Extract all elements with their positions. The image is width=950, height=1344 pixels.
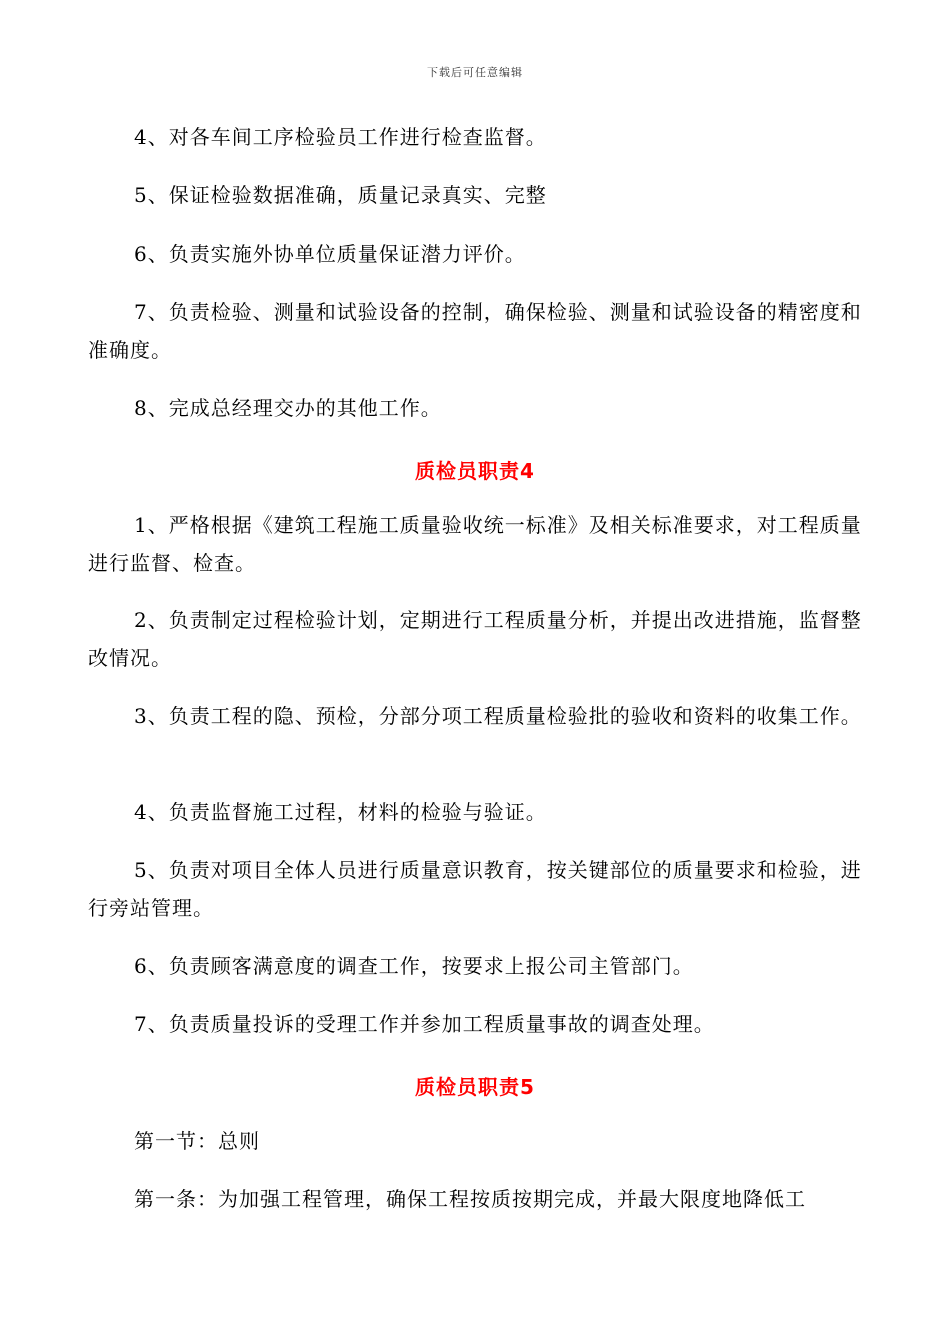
paragraph: 5、负责对项目全体人员进行质量意识教育，按关键部位的质量要求和检验，进行旁站管理。 <box>88 858 862 920</box>
paragraph: 3、负责工程的隐、预检，分部分项工程质量检验批的验收和资料的收集工作。 <box>134 704 862 728</box>
paragraph: 第一节：总则 <box>134 1129 260 1153</box>
paragraph: 4、对各车间工序检验员工作进行检查监督。 <box>134 125 547 149</box>
paragraph: 5、保证检验数据准确，质量记录真实、完整 <box>134 183 547 207</box>
paragraph: 6、负责实施外协单位质量保证潜力评价。 <box>134 242 526 266</box>
page-header: 下载后可任意编辑 <box>427 66 523 79</box>
paragraph: 8、完成总经理交办的其他工作。 <box>134 396 442 420</box>
paragraph: 6、负责顾客满意度的调查工作，按要求上报公司主管部门。 <box>134 954 694 978</box>
paragraph: 第一条：为加强工程管理，确保工程按质按期完成，并最大限度地降低工 <box>134 1187 806 1211</box>
paragraph: 7、负责质量投诉的受理工作并参加工程质量事故的调查处理。 <box>134 1012 715 1036</box>
paragraph: 4、负责监督施工过程，材料的检验与验证。 <box>134 800 547 824</box>
paragraph: 2、负责制定过程检验计划，定期进行工程质量分析，并提出改进措施，监督整改情况。 <box>88 608 862 670</box>
paragraph: 1、严格根据《建筑工程施工质量验收统一标准》及相关标准要求，对工程质量进行监督、检查。 <box>88 513 862 575</box>
section-heading: 质检员职责4 <box>415 459 535 483</box>
paragraph: 7、负责检验、测量和试验设备的控制，确保检验、测量和试验设备的精密度和准确度。 <box>88 300 862 362</box>
section-heading: 质检员职责5 <box>415 1075 535 1099</box>
